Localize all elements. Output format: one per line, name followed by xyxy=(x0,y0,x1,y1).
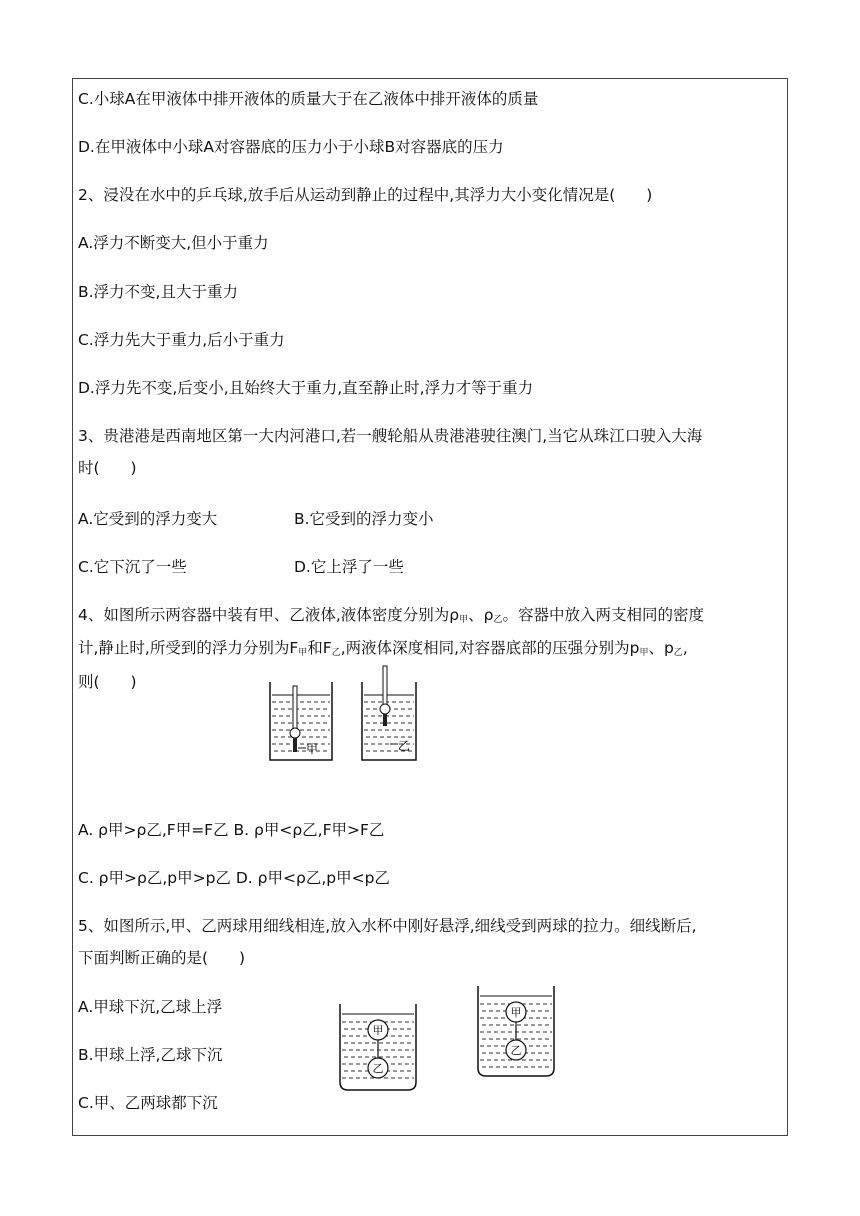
q1-option-c: C.小球A在甲液体中排开液体的质量大于在乙液体中排开液体的质量 xyxy=(78,90,539,108)
q2-option-c: C.浮力先大于重力,后小于重力 xyxy=(78,331,285,349)
q3-stem-line1: 3、贵港港是西南地区第一大内河港口,若一艘轮船从贵港港驶往澳门,当它从珠江口驶入大海 xyxy=(78,427,703,445)
q3-stem-line2: 时( ) xyxy=(78,459,137,477)
fig-label-jia: 甲 xyxy=(306,742,319,756)
q3-option-d: D.它上浮了一些 xyxy=(294,558,404,576)
q4-stem-line3: 则( ) xyxy=(78,673,137,691)
cup-left xyxy=(340,1004,416,1090)
container-left xyxy=(270,682,332,760)
q5-option-a: A.甲球下沉,乙球上浮 xyxy=(78,998,223,1016)
ball-jia-label: 甲 xyxy=(372,1024,384,1037)
hydrometer-right xyxy=(380,666,390,726)
ball-yi-label: 乙 xyxy=(372,1062,384,1075)
q3-option-c: C.它下沉了一些 xyxy=(78,558,187,576)
q5-option-c: C.甲、乙两球都下沉 xyxy=(78,1094,218,1112)
ball-yi-label-2: 乙 xyxy=(510,1044,522,1057)
q4-options-cd: C. ρ甲>ρ乙,p甲>p乙 D. ρ甲<ρ乙,p甲<p乙 xyxy=(78,869,390,887)
q3-option-a: A.它受到的浮力变大 xyxy=(78,510,218,528)
q5-option-b: B.甲球上浮,乙球下沉 xyxy=(78,1046,223,1064)
hydrometer-left xyxy=(290,686,300,752)
q1-option-d: D.在甲液体中小球A对容器底的压力小于小球B对容器底的压力 xyxy=(78,138,504,156)
q2-option-d: D.浮力先不变,后变小,且始终大于重力,直至静止时,浮力才等于重力 xyxy=(78,379,534,397)
cup-right xyxy=(478,986,554,1076)
ball-jia-label-2: 甲 xyxy=(510,1006,522,1019)
q3-option-b: B.它受到的浮力变小 xyxy=(294,510,434,528)
q4-figure xyxy=(262,662,422,766)
q4-options-ab: A. ρ甲>ρ乙,F甲=F乙 B. ρ甲<ρ乙,F甲>F乙 xyxy=(78,821,385,839)
q4-stem-line1: 4、如图所示两容器中装有甲、乙液体,液体密度分别为$\rho_甲$、$\rho_乙$。容器中放入两支相同的密度 xyxy=(78,606,705,625)
q2-stem: 2、浸没在水中的乒乓球,放手后从运动到静止的过程中,其浮力大小变化情况是( ) xyxy=(78,186,653,204)
container-right xyxy=(362,666,416,760)
q2-option-b: B.浮力不变,且大于重力 xyxy=(78,283,238,301)
q5-figure xyxy=(336,982,566,1094)
q5-stem-line2: 下面判断正确的是( ) xyxy=(78,949,246,967)
q5-stem-line1: 5、如图所示,甲、乙两球用细线相连,放入水杯中刚好悬浮,细线受到两球的拉力。细线断后, xyxy=(78,917,697,935)
q4-stem-line2: 计,静止时,所受到的浮力分别为$F_甲$和$F_乙$,两液体深度相同,对容器底部的压强分别为$p_甲$、$p_乙$, xyxy=(78,639,688,658)
q2-option-a: A.浮力不断变大,但小于重力 xyxy=(78,234,269,252)
fig-label-yi: 乙 xyxy=(398,739,411,753)
